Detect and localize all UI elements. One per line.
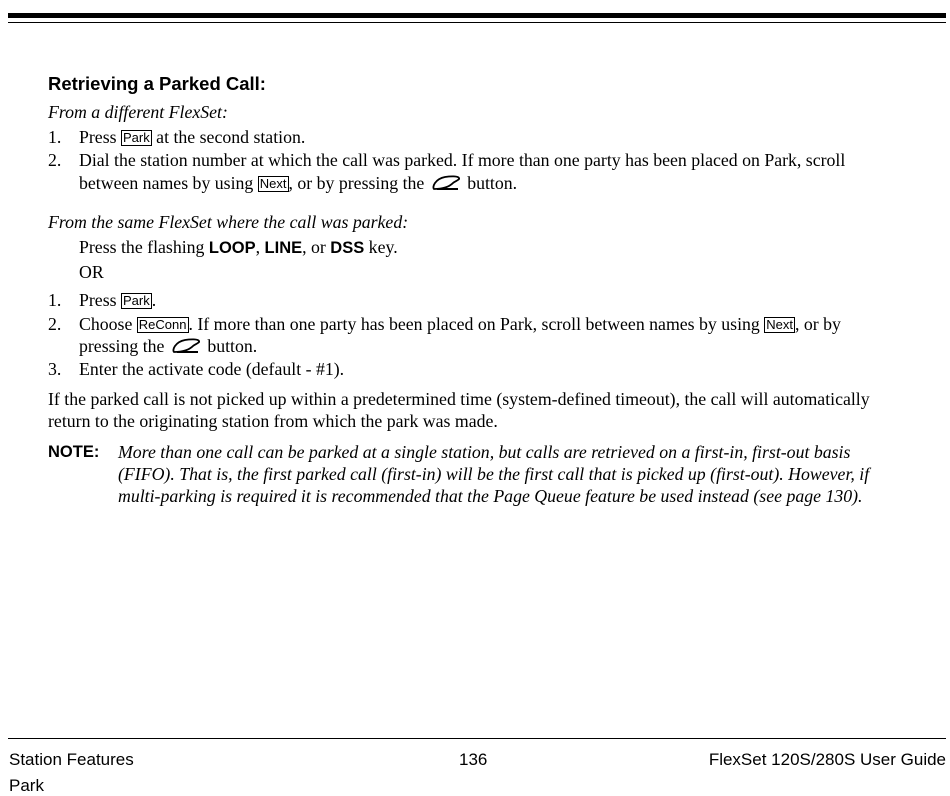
dss-key-label: DSS xyxy=(330,239,365,257)
text-fragment: pressing the xyxy=(79,336,169,356)
list-item xyxy=(48,126,61,148)
list-number: 1. xyxy=(48,127,62,147)
list-number: 2. xyxy=(48,314,62,334)
timeout-paragraph-line2: return to the originating station from which the park was made. xyxy=(48,411,498,431)
header-rule-thin xyxy=(8,22,946,23)
handset-icon xyxy=(431,174,461,192)
text-fragment: Press the flashing xyxy=(79,237,209,257)
text-fragment: button. xyxy=(462,173,518,193)
list-item-text-cont xyxy=(79,335,257,357)
note-line3: multi-parking is required it is recommended that the Page Queue feature be used instead (see page 130). xyxy=(118,486,863,506)
list-number: 2. xyxy=(48,150,62,170)
list-item xyxy=(48,289,61,311)
footer-guide-title: FlexSet 120S/280S User Guide xyxy=(708,750,946,769)
list-item-text xyxy=(79,289,156,311)
list-item xyxy=(48,358,61,380)
press-flashing-line xyxy=(79,236,398,259)
next-key: Next xyxy=(766,317,793,332)
handset-icon xyxy=(171,337,201,355)
list-number: 3. xyxy=(48,359,62,379)
text-fragment: , or by pressing the xyxy=(288,173,429,193)
park-key: Park xyxy=(123,130,150,145)
footer-section: Station Features xyxy=(9,750,134,769)
list-item-text-cont xyxy=(79,172,517,194)
reconn-key: ReConn xyxy=(138,317,187,332)
subheading-different-flexset: From a different FlexSet: xyxy=(48,102,228,122)
note-line2: (FIFO). That is, the first parked call (first-in) will be the first call that is picked up (first-out). However, if xyxy=(118,464,870,484)
footer-subsection: Park xyxy=(9,776,44,795)
next-key: Next xyxy=(259,176,287,191)
text-fragment: Choose xyxy=(79,314,137,334)
list-item xyxy=(48,313,61,335)
list-number: 1. xyxy=(48,290,62,310)
text-fragment: at the second station. xyxy=(151,127,306,147)
loop-key-label: LOOP xyxy=(208,239,256,257)
section-heading: Retrieving a Parked Call: xyxy=(48,73,266,94)
text-fragment: Press xyxy=(79,290,121,310)
note-label: NOTE: xyxy=(48,443,100,461)
text-fragment: . If more than one party has been placed on Park, scroll between names by using xyxy=(188,314,765,334)
text-fragment: button. xyxy=(202,336,258,356)
list-item-text xyxy=(79,313,841,335)
list-item-text: Enter the activate code (default - #1). xyxy=(79,359,345,379)
line-key-label: LINE xyxy=(264,239,303,257)
subheading-same-flexset: From the same FlexSet where the call was parked: xyxy=(48,212,409,232)
or-text: OR xyxy=(79,262,104,282)
note-line1: More than one call can be parked at a single station, but calls are retrieved on a first-in, first-out basis xyxy=(118,442,851,462)
text-fragment: Press xyxy=(79,127,121,147)
page-number: 136 xyxy=(459,750,488,769)
list-item-text: Dial the station number at which the call was parked. If more than one party has been placed on Park, scroll xyxy=(79,150,846,170)
text-fragment: , or xyxy=(302,237,331,257)
park-key: Park xyxy=(123,293,150,308)
text-fragment: , or by xyxy=(794,314,841,334)
list-item xyxy=(48,149,61,171)
text-fragment: key. xyxy=(364,237,398,257)
footer-rule xyxy=(8,738,946,739)
text-fragment: , xyxy=(255,237,265,257)
text-fragment: . xyxy=(151,290,157,310)
header-rule-thick xyxy=(8,13,946,18)
timeout-paragraph-line1: If the parked call is not picked up within a predetermined time (system-defined timeout), the call will automatically xyxy=(48,389,870,409)
text-fragment: between names by using xyxy=(79,173,258,193)
list-item-text xyxy=(79,126,305,148)
